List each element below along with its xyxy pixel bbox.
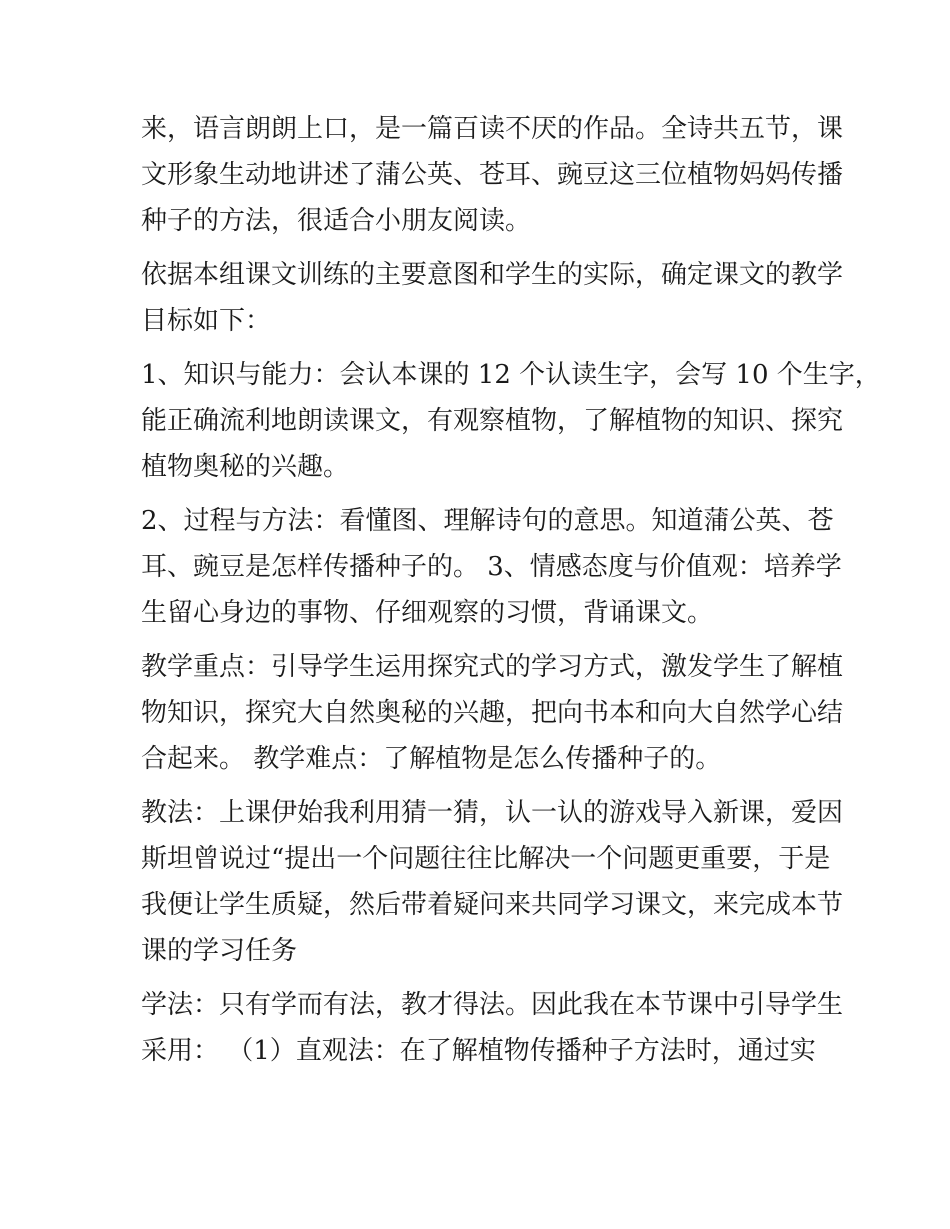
text-line: 教学重点：引导学生运用探究式的学习方式，激发学生了解植: [141, 652, 844, 682]
text-line: 1、知识与能力：会认本课的 12 个认读生字，会写 10 个生字，: [141, 360, 881, 390]
paragraph-knowledge-ability: [141, 352, 881, 490]
text-line: 来，语言朗朗上口，是一篇百读不厌的作品。全诗共五节，课: [141, 114, 844, 144]
text-line: 耳、豌豆是怎样传播种子的。 3、情感态度与价值观：培养学: [141, 552, 842, 582]
text-line: 种子的方法，很适合小朋友阅读。: [141, 206, 532, 236]
paragraph-learning-method: [141, 982, 844, 1074]
text-line: 文形象生动地讲述了蒲公英、苍耳、豌豆这三位植物妈妈传播: [141, 160, 844, 190]
text-line: 依据本组课文训练的主要意图和学生的实际，确定课文的教学: [141, 260, 844, 290]
paragraph-objectives-intro: [141, 252, 844, 344]
text-line: 目标如下：: [141, 306, 272, 336]
text-line: 课的学习任务: [141, 936, 298, 966]
text-line: 合起来。 教学难点：了解植物是怎么传播种子的。: [141, 744, 722, 774]
text-line: 植物奥秘的兴趣。: [141, 452, 350, 482]
paragraph-process-method: [141, 498, 842, 636]
paragraph-poem-intro: [141, 106, 844, 244]
text-line: 2、过程与方法：看懂图、理解诗句的意思。知道蒲公英、苍: [141, 506, 834, 536]
document-body: [141, 106, 881, 1074]
text-line: 物知识，探究大自然奥秘的兴趣，把向书本和向大自然学心结: [141, 698, 844, 728]
paragraph-key-points: [141, 644, 844, 782]
text-line: 生留心身边的事物、仔细观察的习惯，背诵课文。: [141, 598, 714, 628]
text-line: 教法：上课伊始我利用猜一猜，认一认的游戏导入新课，爱因: [141, 798, 844, 828]
text-line: 学法：只有学而有法，教才得法。因此我在本节课中引导学生: [141, 990, 844, 1020]
text-line: 能正确流利地朗读课文，有观察植物，了解植物的知识、探究: [141, 406, 844, 436]
paragraph-teaching-method: [141, 790, 844, 974]
text-line: 采用： （1）直观法：在了解植物传播种子方法时，通过实: [141, 1036, 816, 1066]
text-line: 我便让学生质疑，然后带着疑问来共同学习课文，来完成本节: [141, 890, 844, 920]
text-line: 斯坦曾说过“提出一个问题往往比解决一个问题更重要，于是: [141, 844, 831, 874]
